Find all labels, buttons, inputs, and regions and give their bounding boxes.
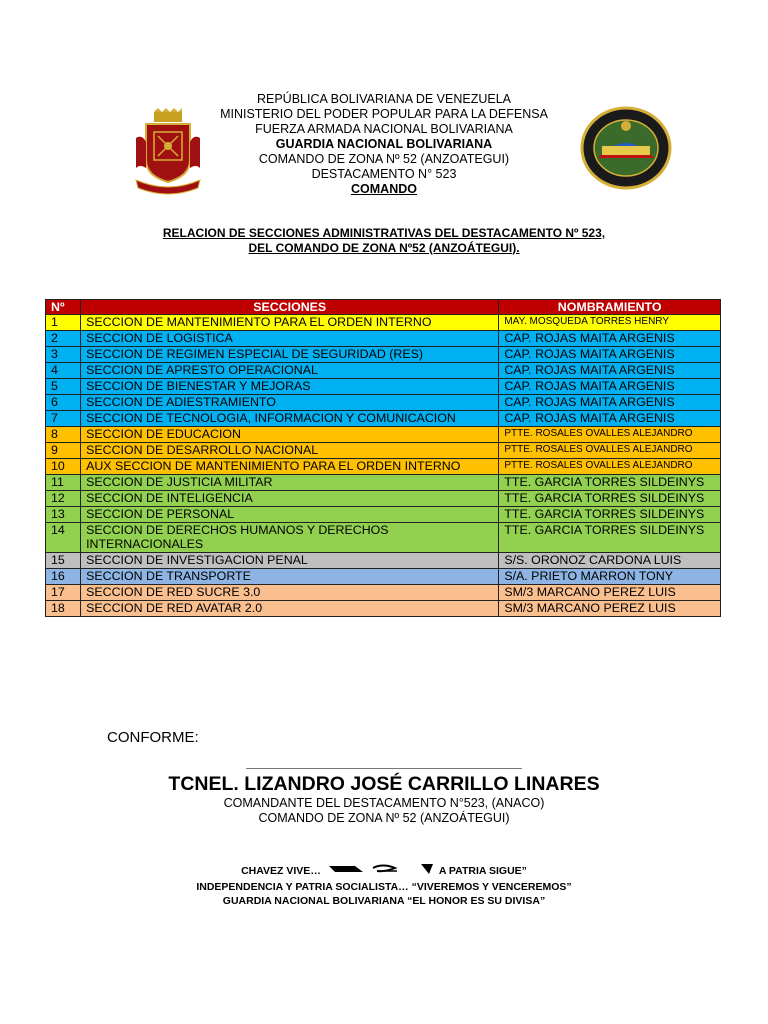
header-line-comando: COMANDO	[351, 182, 417, 196]
row-number: 6	[46, 395, 81, 411]
row-number: 1	[46, 315, 81, 331]
table-row	[46, 553, 721, 569]
header-line-guardia: GUARDIA NACIONAL BOLIVARIANA	[275, 137, 493, 151]
row-seccion: SECCION DE JUSTICIA MILITAR	[81, 475, 499, 491]
table-row	[46, 379, 721, 395]
row-nombramiento: S/S. ORONOZ CARDONA LUIS	[499, 553, 721, 569]
row-seccion: SECCION DE APRESTO OPERACIONAL	[81, 363, 499, 379]
row-nombramiento: PTTE. ROSALES OVALLES ALEJANDRO	[499, 459, 721, 475]
footer-line-2: INDEPENDENCIA Y PATRIA SOCIALISTA… “VIVEREMOS Y VENCEREMOS”	[196, 881, 572, 893]
row-nombramiento: TTE. GARCIA TORRES SILDEINYS	[499, 507, 721, 523]
row-nombramiento: PTTE. ROSALES OVALLES ALEJANDRO	[499, 443, 721, 459]
table-row	[46, 507, 721, 523]
row-seccion: SECCION DE LOGISTICA	[81, 331, 499, 347]
row-seccion: SECCION DE DERECHOS HUMANOS Y DERECHOS INTERNACIONALES	[81, 523, 499, 553]
header-line-ministerio: MINISTERIO DEL PODER POPULAR PARA LA DEFENSA	[220, 107, 548, 121]
chavez-signature-graphic	[325, 862, 435, 880]
header-line-destacamento: DESTACAMENTO N° 523	[311, 167, 457, 181]
table-row	[46, 491, 721, 507]
row-seccion: SECCION DE INTELIGENCIA	[81, 491, 499, 507]
row-number: 7	[46, 411, 81, 427]
header-line-republica: REPÚBLICA BOLIVARIANA DE VENEZUELA	[256, 92, 512, 106]
row-number: 16	[46, 569, 81, 585]
row-nombramiento: SM/3 MARCANO PEREZ LUIS	[499, 585, 721, 601]
column-header-secciones: SECCIONES	[81, 300, 499, 315]
row-nombramiento: TTE. GARCIA TORRES SILDEINYS	[499, 475, 721, 491]
row-seccion: SECCION DE ADIESTRAMIENTO	[81, 395, 499, 411]
signatory-role-line-1: COMANDANTE DEL DESTACAMENTO N°523, (ANACO)	[223, 796, 545, 810]
row-number: 17	[46, 585, 81, 601]
header-line-comando-zona: COMANDO DE ZONA Nº 52 (ANZOATEGUI)	[258, 152, 510, 166]
footer-line-1	[130, 862, 638, 880]
row-seccion: SECCION DE REGIMEN ESPECIAL DE SEGURIDAD (RES)	[81, 347, 499, 363]
row-number: 4	[46, 363, 81, 379]
conforme-label: CONFORME:	[107, 729, 199, 746]
row-number: 15	[46, 553, 81, 569]
table-row	[46, 395, 721, 411]
table-row	[46, 601, 721, 617]
destacamento-badge-emblem	[580, 106, 672, 190]
footer-patria-sigue: A PATRIA SIGUE”	[438, 865, 527, 877]
row-seccion: SECCION DE MANTENIMIENTO PARA EL ORDEN INTERNO	[81, 315, 499, 331]
row-number: 9	[46, 443, 81, 459]
footer-chavez-vive: CHAVEZ VIVE…	[241, 865, 321, 877]
row-nombramiento: TTE. GARCIA TORRES SILDEINYS	[499, 491, 721, 507]
row-nombramiento: SM/3 MARCANO PEREZ LUIS	[499, 601, 721, 617]
table-row	[46, 523, 721, 553]
row-number: 10	[46, 459, 81, 475]
document-header	[190, 92, 578, 197]
document-title	[100, 226, 668, 255]
header-line-fuerza-armada: FUERZA ARMADA NACIONAL BOLIVARIANA	[255, 122, 513, 136]
row-number: 12	[46, 491, 81, 507]
row-nombramiento: S/A. PRIETO MARRON TONY	[499, 569, 721, 585]
row-number: 18	[46, 601, 81, 617]
table-row	[46, 585, 721, 601]
table-row	[46, 443, 721, 459]
row-number: 2	[46, 331, 81, 347]
title-line-2: DEL COMANDO DE ZONA Nº52 (ANZOÁTEGUI).	[248, 240, 520, 255]
row-number: 8	[46, 427, 81, 443]
row-seccion: SECCION DE PERSONAL	[81, 507, 499, 523]
row-seccion: AUX SECCION DE MANTENIMIENTO PARA EL ORDEN INTERNO	[81, 459, 499, 475]
table-row	[46, 569, 721, 585]
row-number: 5	[46, 379, 81, 395]
footer-line-3: GUARDIA NACIONAL BOLIVARIANA “EL HONOR ES SU DIVISA”	[222, 895, 546, 907]
table-row	[46, 475, 721, 491]
table-row	[46, 459, 721, 475]
row-seccion: SECCION DE INVESTIGACION PENAL	[81, 553, 499, 569]
row-nombramiento: CAP. ROJAS MAITA ARGENIS	[499, 363, 721, 379]
row-seccion: SECCION DE TECNOLOGIA, INFORMACION Y COMUNICACION	[81, 411, 499, 427]
row-nombramiento: MAY. MOSQUEDA TORRES HENRY	[499, 315, 721, 331]
row-nombramiento: TTE. GARCIA TORRES SILDEINYS	[499, 523, 721, 553]
document-footer	[130, 862, 638, 908]
table-row	[46, 331, 721, 347]
row-nombramiento: PTTE. ROSALES OVALLES ALEJANDRO	[499, 427, 721, 443]
sections-table	[45, 299, 721, 617]
row-nombramiento: CAP. ROJAS MAITA ARGENIS	[499, 347, 721, 363]
row-number: 3	[46, 347, 81, 363]
table-row	[46, 363, 721, 379]
table-row	[46, 315, 721, 331]
row-seccion: SECCION DE RED AVATAR 2.0	[81, 601, 499, 617]
row-nombramiento: CAP. ROJAS MAITA ARGENIS	[499, 331, 721, 347]
row-number: 14	[46, 523, 81, 553]
row-seccion: SECCION DE TRANSPORTE	[81, 569, 499, 585]
row-nombramiento: CAP. ROJAS MAITA ARGENIS	[499, 379, 721, 395]
row-seccion: SECCION DE BIENESTAR Y MEJORAS	[81, 379, 499, 395]
signatory-name: TCNEL. LIZANDRO JOSÉ CARRILLO LINARES	[168, 773, 600, 795]
row-seccion: SECCION DE RED SUCRE 3.0	[81, 585, 499, 601]
row-number: 13	[46, 507, 81, 523]
row-seccion: SECCION DE EDUCACION	[81, 427, 499, 443]
column-header-nombramiento: NOMBRAMIENTO	[499, 300, 721, 315]
table-row	[46, 427, 721, 443]
row-seccion: SECCION DE DESARROLLO NACIONAL	[81, 443, 499, 459]
table-row	[46, 347, 721, 363]
row-nombramiento: CAP. ROJAS MAITA ARGENIS	[499, 411, 721, 427]
signatory-role-line-2: COMANDO DE ZONA Nº 52 (ANZOÁTEGUI)	[258, 811, 510, 825]
row-number: 11	[46, 475, 81, 491]
row-nombramiento: CAP. ROJAS MAITA ARGENIS	[499, 395, 721, 411]
signature-line	[246, 768, 522, 769]
column-header-number: Nº	[46, 300, 81, 315]
signatory-role	[150, 796, 618, 826]
table-header-row	[46, 300, 721, 315]
table-row	[46, 411, 721, 427]
title-line-1: RELACION DE SECCIONES ADMINISTRATIVAS DEL DESTACAMENTO Nº 523,	[162, 226, 606, 240]
